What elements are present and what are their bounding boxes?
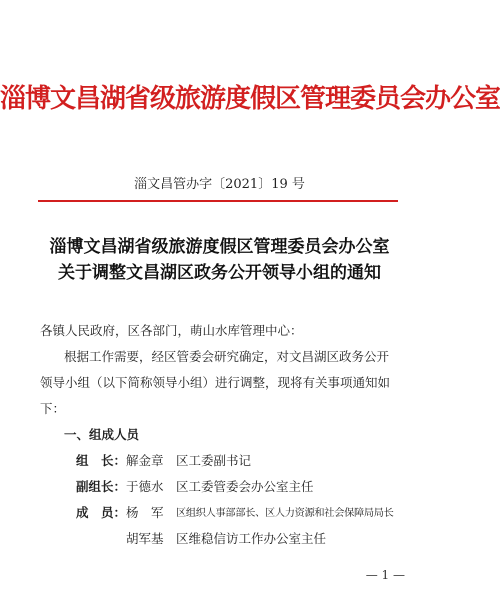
- red-header-org-name: 淄博文昌湖省级旅游度假区管理委员会办公室: [0, 84, 500, 114]
- member-name: 胡军基: [126, 531, 164, 546]
- document-number: 淄文昌管办字〔2021〕19 号: [134, 177, 305, 192]
- member-title: 区组织人事部部长、区人力资源和社会保障局局长: [176, 508, 394, 519]
- salutation: 各镇人民政府，区各部门，萌山水库管理中心：: [40, 323, 303, 338]
- member-name: 于德水: [126, 479, 164, 494]
- member-role: 副组长：: [76, 479, 127, 494]
- paragraph-line: 下：: [40, 401, 66, 416]
- document-title-line-1: 淄博文昌湖省级旅游度假区管理委员会办公室: [49, 237, 390, 257]
- red-divider-line: [38, 200, 398, 202]
- document-title-line-2: 关于调整文昌湖区政务公开领导小组的通知: [58, 263, 381, 283]
- member-name: 解金章: [126, 453, 164, 468]
- member-role: 成 员：: [76, 505, 127, 520]
- page-number: — 1 —: [365, 568, 405, 582]
- paragraph-line: 根据工作需要，经区管委会研究确定，对文昌湖区政务公开: [64, 349, 390, 364]
- member-title: 区工委管委会办公室主任: [176, 479, 314, 494]
- member-name: 杨 军: [126, 505, 164, 520]
- member-title: 区维稳信访工作办公室主任: [176, 531, 327, 546]
- member-title: 区工委副书记: [176, 453, 252, 468]
- member-role: 组 长：: [76, 453, 127, 468]
- section-heading: 一、组成人员: [64, 427, 140, 442]
- paragraph-line: 领导小组（以下简称领导小组）进行调整，现将有关事项通知如: [40, 375, 391, 390]
